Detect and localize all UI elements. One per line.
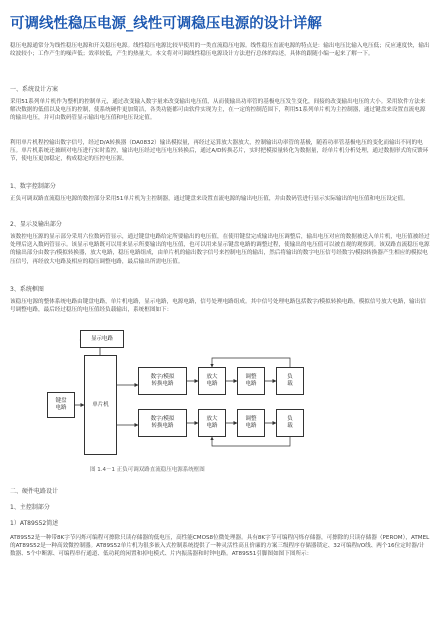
subsection-1-paragraph: 正负可调双路直流稳压电源的数控部分采用51单片机为主控制器，通过键盘来设置直流电源的输出电压值，并由数码管进行显示实际输出的电压值和电压设定值。 bbox=[10, 196, 409, 202]
keyboard-circuit-block: 键盘 电路 bbox=[47, 392, 75, 418]
subsection-3-heading: 3、系统框图 bbox=[10, 286, 44, 293]
section-2-subsub-heading: 1）AT89S52简述 bbox=[10, 520, 59, 527]
mcu-block: 单片机 bbox=[84, 355, 117, 455]
subsection-2-heading: 2、显示及输出部分 bbox=[10, 221, 62, 228]
section-1-paragraph-2: 利用单片机程控输出数字信号，经过D/A转换器（DA0832）输出模拟量，再经过运算放大器放大，控制输出功率管的基极，随着功率管基极电压的变化而输出不同的电压。单片机系统还兼顾对电压进行实时监控，输出电压经过电压电压转换后，通过A/D转换芯片，实时把模拟量转化为数据量，经单片机分析处理，通过数据形式的反馈环节，使电压更加稳定，构成稳定的压控电压源。 bbox=[10, 140, 429, 163]
figure-caption: 图 1.4－1 正负可调双路直流稳压电源系统框图 bbox=[90, 467, 205, 473]
amplifier-block-lower: 放大 电路 bbox=[198, 409, 226, 437]
section-2-heading: 二、硬件电路设计 bbox=[10, 488, 59, 495]
section-2-paragraph: AT89S52是一种带8K字节闪烁可编程可擦除只读存储器的低电压，高性能CMOS8位微处理器。具有8K字节可编程闪烁存储器，可擦除的只读存储器（PEROM），ATMEL的AT89S52是一种高效微控制器。AT89S52单片机为很多嵌入式控制系统提供了一种灵活性高且价廉的方案三级程序存储器锁定、32可编程I/O线、两个16位定时器/计数器、5个中断源、可编程串行通道、低功耗的闲置和掉电模式、片内振荡器和时钟电路。AT89S51引脚图如图下图所示： bbox=[10, 535, 430, 558]
page-title: 可调线性稳压电源_线性可调稳压电源的设计详解 bbox=[10, 16, 322, 32]
dac-block-upper: 数字/模拟 转换电路 bbox=[138, 367, 187, 395]
intro-paragraph: 稳压电源通常分为线性稳压电源和开关稳压电源。线性稳压电源比较早使用的一类直流稳压电源。线性稳压直流电源的特点是：输出电压比输入电压低；反应速度快，输出纹波较小；工作产生的噪声低；效率较低，产生的热量大。本文将对可调线性稳压电源设计方法进行总体的综述，具体的跟随小编一起来了解一下。 bbox=[10, 43, 430, 58]
load-block-lower: 负 载 bbox=[276, 409, 304, 437]
display-circuit-block: 显示电路 bbox=[80, 330, 124, 348]
section-2-sub-heading: 1、主控制部分 bbox=[10, 504, 50, 511]
regulator-block-lower: 调整 电路 bbox=[237, 409, 265, 437]
load-block-upper: 负 载 bbox=[276, 367, 304, 395]
section-1-heading: 一、系统设计方案 bbox=[10, 86, 59, 93]
subsection-1-heading: 1、数字控制部分 bbox=[10, 183, 56, 190]
amplifier-block-upper: 放大 电路 bbox=[198, 367, 226, 395]
subsection-2-paragraph: 该数控电压源的显示部分采用六位数码管显示，通过键盘电路给定所要输出的电压值，在使用键盘完成输出电压调整后，输出电压对应的数据被送入单片机，电压值被经过处理后送入数码管显示。该显示电路既可以用来显示所要输出的电压值，也可以用来显示键盘电路的调整过程，使输出的电压值可以被直观的观察到。该双路直流稳压电源的输出部分由数字/模拟转换器，放大电路，稳压电路组成，由单片机的输出数字信号来控制电压的输出，然后将输出的数字电压信号经数字/模拟转换器产生相应的模拟电压信号，再经放大电路及相应的稳压调整电路，最后输出所需电压值。 bbox=[10, 234, 430, 265]
subsection-3-paragraph: 该稳压电源的整体系统电路由键盘电路，单片机电路，显示电路，电源电路，信号处理电路组成。其中信号处理电路包括数字/模拟转换电路，模拟信号放大电路，输出信号调整电路，最后经过稳压的电压值经负载输出，系统框图如下： bbox=[10, 299, 426, 314]
dac-block-lower: 数字/模拟 转换电路 bbox=[138, 409, 187, 437]
section-1-paragraph-1: 采用51系列单片机作为整机的控制单元，通过改变输入数字量来改变输出电压值，从而使输出功率管的基极电压发生变化，间接的改变输出电压的大小。采用软件方法来解决数据的低值以及电压的控制，使系统硬件更加简洁，各类功能都可由软件实现为主，在一定的控制范围下，利用51系列单片机为主控制器，通过键盘来设置直流电源的输出电压，并可由数码管显示输出电压值和电压设定值。 bbox=[10, 99, 426, 122]
regulator-block-upper: 调整 电路 bbox=[237, 367, 265, 395]
